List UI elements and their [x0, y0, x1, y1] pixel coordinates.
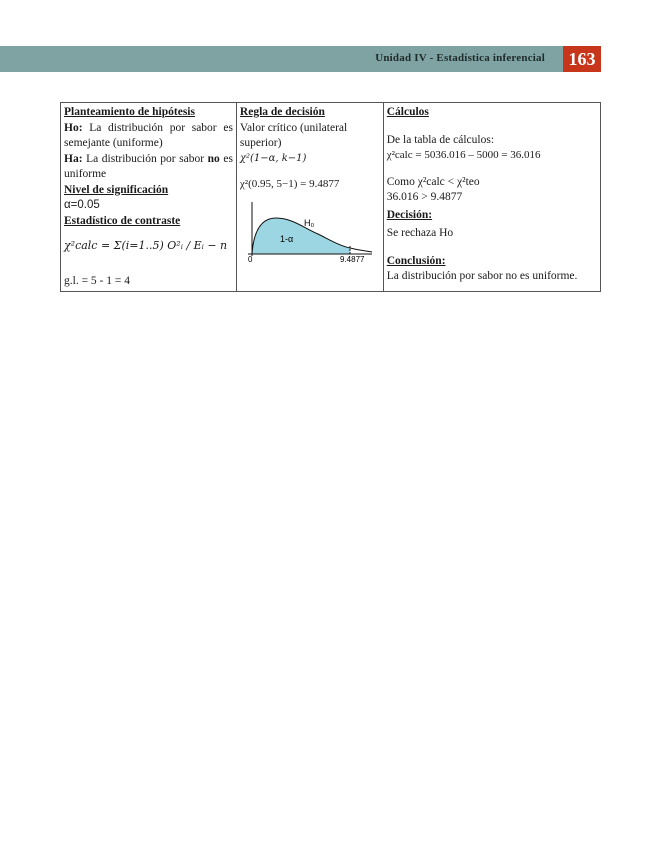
degrees-of-freedom: g.l. = 5 - 1 = 4 — [64, 274, 130, 287]
header-title: Unidad IV - Estadística inferencial — [375, 52, 545, 64]
ha-label: Ha: — [64, 152, 83, 165]
page-number: 163 — [563, 46, 601, 72]
hypothesis-heading: Planteamiento de hipótesis — [64, 106, 195, 118]
calculations-heading: Cálculos — [386, 106, 429, 118]
decision-rule-heading: Regla de decisión — [239, 106, 325, 118]
hypothesis-column — [61, 103, 237, 292]
ha-text-1: La distribución por sabor — [82, 152, 208, 165]
ho-label: Ho: — [64, 121, 83, 134]
calculations-column — [383, 103, 600, 292]
ha-text-2: es uniforme — [64, 152, 233, 181]
chi-calculated: χ²calc = 5036.016 – 5000 = 36.016 — [386, 149, 541, 162]
conclusion-text: La distribución por sabor no es uniforme. — [386, 270, 578, 283]
conclusion-heading: Conclusión: — [386, 254, 446, 267]
decision-heading: Decisión: — [386, 208, 433, 221]
chi-general: χ²(1−α, k−1) — [239, 152, 307, 164]
significance-heading: Nivel de significación — [64, 183, 169, 196]
test-formula: χ²calc = Σ(i=1..5) O²ᵢ / Eᵢ − n — [64, 239, 228, 253]
critical-value-text: Valor crítico (unilateral superior) — [239, 121, 348, 150]
chi-square-chart — [240, 196, 374, 262]
decision-text: Se rechaza Ho — [386, 227, 454, 240]
hypothesis-table — [60, 102, 601, 292]
comparison-statement: Como χ²calc < χ²teo — [386, 175, 480, 188]
ho-text: La distribución por sabor es semejante (uniforme) — [64, 121, 233, 150]
ha-bold: no — [207, 152, 220, 165]
h0-label: H₀ — [303, 217, 315, 228]
zero-label: 0 — [247, 254, 253, 262]
critical-label: 9.4877 — [339, 254, 365, 262]
alpha-value: α=0.05 — [64, 199, 100, 212]
chi-critical-value: χ²(0.95, 5−1) = 9.4877 — [239, 178, 340, 191]
null-hypothesis — [64, 121, 233, 152]
decision-rule-column — [236, 103, 383, 292]
area-label: 1-α — [279, 233, 294, 244]
acceptance-region — [252, 218, 350, 254]
table-reference: De la tabla de cálculos: — [386, 133, 495, 146]
test-statistic-heading: Estadístico de contraste — [64, 214, 181, 227]
comparison-values: 36.016 > 9.4877 — [386, 191, 463, 204]
alt-hypothesis — [64, 152, 233, 183]
